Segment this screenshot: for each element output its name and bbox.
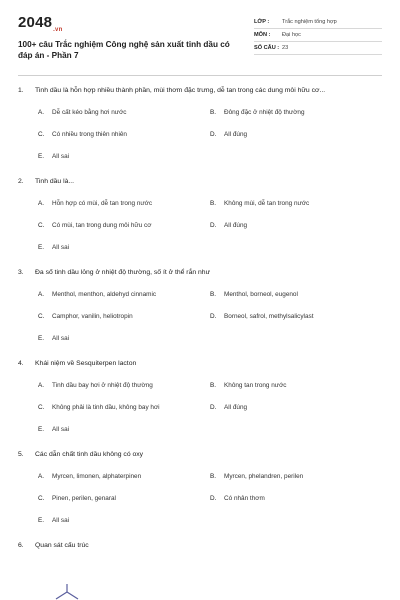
- option-text: Hỗn hợp có mùi, dễ tan trong nước: [52, 199, 153, 207]
- option-text: Pinen, perilen, genaral: [52, 494, 116, 502]
- answer-option[interactable]: [38, 509, 210, 531]
- answer-option[interactable]: [210, 214, 382, 236]
- question-item: [18, 268, 382, 349]
- question-text: Đa số tinh dầu lỏng ở nhiệt độ thường, số ít ở thể rắn như: [35, 269, 211, 276]
- answer-option[interactable]: [38, 283, 210, 305]
- question-text: Các dẫn chất tinh dầu không có oxy: [35, 451, 144, 458]
- meta-row-count: [254, 42, 382, 55]
- option-text: Myrcen, phelandren, perilen: [224, 472, 304, 480]
- meta-row-subject: [254, 29, 382, 42]
- option-text: Menthol, menthon, aldehyd cinnamic: [52, 290, 157, 298]
- option-text: All sai: [52, 152, 70, 160]
- option-letter: A.: [38, 381, 45, 389]
- answer-option[interactable]: [38, 214, 210, 236]
- answer-option[interactable]: [38, 101, 210, 123]
- option-letter: A.: [38, 108, 45, 116]
- option-letter: C.: [38, 494, 45, 502]
- meta-value: 23: [282, 45, 289, 51]
- answer-option[interactable]: [38, 487, 210, 509]
- question-number: 6.: [18, 542, 24, 549]
- option-letter: B.: [210, 472, 217, 480]
- answer-option[interactable]: [210, 465, 382, 487]
- option-text: Menthol, borneol, eugenol: [224, 290, 298, 298]
- option-text: Không phải là tinh dầu, không bay hơi: [52, 403, 160, 411]
- answer-option[interactable]: [38, 396, 210, 418]
- page-title: 100+ câu Trắc nghiệm Công nghệ sản xuất tinh dầu có đáp án - Phần 7: [18, 40, 230, 60]
- answer-options: [38, 186, 382, 258]
- option-text: All sai: [52, 243, 70, 251]
- page-header: [18, 0, 382, 61]
- chemical-structure-icon: [52, 584, 82, 600]
- option-letter: A.: [38, 199, 45, 207]
- answer-option[interactable]: [38, 327, 210, 349]
- option-letter: D.: [210, 312, 217, 320]
- question-number: 2.: [18, 178, 24, 185]
- option-letter: D.: [210, 221, 217, 229]
- option-letter: B.: [210, 199, 217, 207]
- option-text: All đúng: [224, 130, 248, 138]
- option-letter: B.: [210, 290, 217, 298]
- option-letter: E.: [38, 516, 45, 524]
- option-text: Đông đặc ở nhiệt độ thường: [224, 108, 305, 116]
- option-text: All sai: [52, 516, 70, 524]
- option-text: Tinh dầu bay hơi ở nhiệt độ thường: [52, 381, 153, 389]
- question-line: [18, 86, 382, 95]
- answer-options: [38, 368, 382, 440]
- question-item: [18, 177, 382, 258]
- question-line: [18, 177, 382, 186]
- answer-options: [38, 459, 382, 531]
- question-number: 5.: [18, 451, 24, 458]
- option-text: Có nhân thơm: [224, 494, 265, 502]
- question-text: Tinh dầu là...: [35, 178, 75, 185]
- option-text: Camphor, vanilin, heliotropin: [52, 312, 133, 320]
- meta-row-class: [254, 16, 382, 29]
- question-text: Quan sát cấu trúc: [35, 542, 89, 549]
- option-text: Không mùi, dễ tan trong nước: [224, 199, 310, 207]
- option-text: All sai: [52, 425, 70, 433]
- option-letter: C.: [38, 312, 45, 320]
- answer-option[interactable]: [38, 192, 210, 214]
- answer-option[interactable]: [210, 283, 382, 305]
- meta-label: MÔN :: [254, 32, 271, 38]
- option-letter: D.: [210, 130, 217, 138]
- answer-option[interactable]: [38, 374, 210, 396]
- option-letter: B.: [210, 108, 217, 116]
- question-line: [18, 541, 382, 550]
- option-text: Myrcen, limonen, alphaterpinen: [52, 472, 142, 480]
- option-letter: D.: [210, 403, 217, 411]
- option-text: All sai: [52, 334, 70, 342]
- answer-option[interactable]: [210, 101, 382, 123]
- option-text: All đúng: [224, 403, 248, 411]
- question-item: [18, 541, 382, 550]
- question-item: [18, 86, 382, 167]
- question-line: [18, 268, 382, 277]
- option-text: Dễ cất kéo bằng hơi nước: [52, 108, 127, 116]
- meta-value: Đại học: [282, 32, 301, 38]
- answer-option[interactable]: [38, 145, 210, 167]
- option-letter: C.: [38, 403, 45, 411]
- question-item: [18, 359, 382, 440]
- option-letter: C.: [38, 130, 45, 138]
- meta-label: SỐ CÂU :: [254, 45, 280, 51]
- option-letter: E.: [38, 152, 45, 160]
- option-letter: A.: [38, 472, 45, 480]
- option-text: Không tan trong nước: [224, 381, 287, 389]
- answer-options: [38, 95, 382, 167]
- answer-option[interactable]: [38, 418, 210, 440]
- option-text: Có nhiều trong thiên nhiên: [52, 130, 127, 138]
- meta-label: LỚP :: [254, 19, 270, 25]
- option-letter: D.: [210, 494, 217, 502]
- site-logo[interactable]: $2048_{.vn}$: [18, 14, 63, 33]
- option-letter: E.: [38, 243, 45, 251]
- question-text: Khái niệm về Sesquiterpen lacton: [35, 360, 137, 367]
- answer-option[interactable]: [210, 396, 382, 418]
- answer-option[interactable]: [210, 192, 382, 214]
- quiz-meta: [254, 16, 382, 61]
- brand-block: [18, 14, 238, 61]
- answer-option[interactable]: [38, 305, 210, 327]
- option-text: Có mùi, tan trong dung môi hữu cơ: [52, 221, 152, 229]
- option-text: Borneol, safrol, methylsalicylast: [224, 312, 314, 320]
- question-number: 3.: [18, 269, 24, 276]
- question-list: [18, 86, 382, 550]
- header-divider: [18, 75, 382, 76]
- answer-options: [38, 277, 382, 349]
- option-letter: E.: [38, 425, 45, 433]
- option-letter: C.: [38, 221, 45, 229]
- option-letter: B.: [210, 381, 217, 389]
- option-letter: A.: [38, 290, 45, 298]
- answer-option[interactable]: [210, 305, 382, 327]
- question-text: Tinh dầu là hỗn hợp nhiều thành phần, mùi thơm đặc trưng, dễ tan trong các dung môi hữu cơ...: [35, 87, 326, 94]
- meta-value: Trắc nghiệm tổng hợp: [282, 19, 337, 25]
- answer-option[interactable]: [38, 465, 210, 487]
- answer-option[interactable]: [38, 236, 210, 258]
- question-line: [18, 450, 382, 459]
- question-number: 1.: [18, 87, 24, 94]
- option-text: All đúng: [224, 221, 248, 229]
- question-item: [18, 450, 382, 531]
- question-line: [18, 359, 382, 368]
- answer-option[interactable]: [38, 123, 210, 145]
- question-number: 4.: [18, 360, 24, 367]
- answer-option[interactable]: [210, 123, 382, 145]
- answer-option[interactable]: [210, 487, 382, 509]
- answer-option[interactable]: [210, 374, 382, 396]
- option-letter: E.: [38, 334, 45, 342]
